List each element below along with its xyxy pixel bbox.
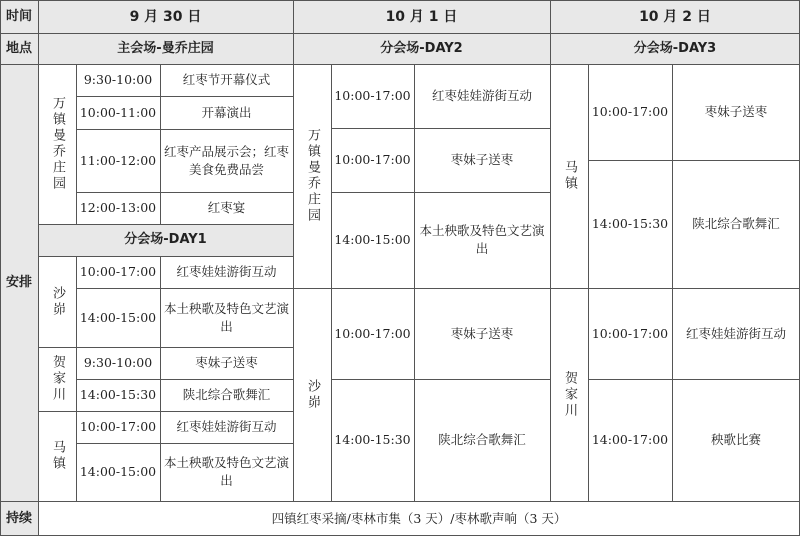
continuous-activities: 四镇红枣采摘/枣林市集（3 天）/枣林歌声响（3 天） xyxy=(271,510,567,526)
day1-shamao-time-2: 14:00-15:00 xyxy=(79,309,157,325)
venue-day2: 分会场-DAY2 xyxy=(293,33,550,64)
place-mazhen-day1: 马镇 xyxy=(50,440,65,472)
place-shamao-day2: 沙峁 xyxy=(305,378,320,411)
place-hejiachuan-day3: 贺家川 xyxy=(562,370,577,419)
place-wanzhen-day2: 万镇曼乔庄园 xyxy=(305,128,320,224)
day2-wan-event-3: 本土秧歌及特色文艺演出 xyxy=(419,223,545,256)
place-mazhen-day3: 马镇 xyxy=(562,160,577,192)
day1-mazhen-event-1: 红枣娃娃游街互动 xyxy=(176,419,277,434)
day1-main-time-4: 12:00-13:00 xyxy=(79,200,157,215)
day1-shamao-event-2: 本土秧歌及特色文艺演出 xyxy=(163,300,289,334)
time-header-label: 时间 xyxy=(0,0,38,33)
arrange-label: 安排 xyxy=(0,64,38,501)
day1-shamao-event-1: 红枣娃娃游街互动 xyxy=(176,264,277,279)
day1-mazhen-event-2: 本土秧歌及特色文艺演出 xyxy=(163,455,289,488)
day1-hejia-event-1: 枣妹子送枣 xyxy=(195,355,258,370)
day3-ma-event-1: 枣妹子送枣 xyxy=(704,104,768,119)
day1-main-time-3: 11:00-12:00 xyxy=(79,152,157,168)
day1-main-time-1: 9:30-10:00 xyxy=(83,72,153,87)
day3-he-time-1: 10:00-17:00 xyxy=(591,325,669,341)
day2-sha-time-1: 10:00-17:00 xyxy=(334,325,411,341)
day2-wan-time-2: 10:00-17:00 xyxy=(334,152,411,167)
day3-ma-time-2: 14:00-15:30 xyxy=(591,216,669,231)
day1-main-event-1: 红枣节开幕仪式 xyxy=(182,72,271,87)
day2-wan-time-1: 10:00-17:00 xyxy=(334,88,411,103)
day2-sha-event-2: 陕北综合歌舞汇 xyxy=(438,432,526,447)
day2-sha-event-1: 枣妹子送枣 xyxy=(450,325,514,341)
day1-mazhen-time-1: 10:00-17:00 xyxy=(79,419,157,434)
day1-main-event-4: 红枣宴 xyxy=(207,200,246,215)
day-header-sep30: 9 月 30 日 xyxy=(38,0,293,33)
day3-he-event-2: 秧歌比赛 xyxy=(710,432,761,447)
day1-hejia-time-2: 14:00-15:30 xyxy=(79,387,157,402)
day1-main-time-2: 10:00-11:00 xyxy=(79,104,157,120)
place-shamao-day1: 沙峁 xyxy=(50,285,65,318)
day-header-oct2: 10 月 2 日 xyxy=(550,0,800,33)
place-wanzhen-day1: 万镇曼乔庄园 xyxy=(50,96,65,192)
day2-wan-event-2: 枣妹子送枣 xyxy=(450,152,514,167)
continue-label: 持续 xyxy=(0,501,38,536)
place-hejiachuan-day1: 贺家川 xyxy=(50,355,65,403)
day2-sha-time-2: 14:00-15:30 xyxy=(334,432,411,447)
day3-he-time-2: 14:00-17:00 xyxy=(591,432,669,447)
day1-hejia-time-1: 9:30-10:00 xyxy=(83,355,153,370)
day-header-oct1: 10 月 1 日 xyxy=(293,0,550,33)
venue-day3: 分会场-DAY3 xyxy=(550,33,800,64)
day1-main-event-3: 红枣产品展示会；红枣美食免费品尝 xyxy=(163,143,289,177)
day3-he-event-1: 红枣娃娃游街互动 xyxy=(685,325,786,341)
place-header-label: 地点 xyxy=(0,33,38,64)
day1-hejia-event-2: 陕北综合歌舞汇 xyxy=(182,387,271,402)
day2-wan-time-3: 14:00-15:00 xyxy=(334,232,411,247)
day1-mazhen-time-2: 14:00-15:00 xyxy=(79,464,157,479)
day1-main-event-2: 开幕演出 xyxy=(201,104,252,120)
venue-main: 主会场-曼乔庄园 xyxy=(38,33,293,64)
day1-shamao-time-1: 10:00-17:00 xyxy=(79,264,157,279)
day2-wan-event-1: 红枣娃娃游街互动 xyxy=(431,88,532,103)
day3-ma-time-1: 10:00-17:00 xyxy=(591,104,669,119)
day1-sub-venue-title: 分会场-DAY1 xyxy=(38,224,293,256)
day3-ma-event-2: 陕北综合歌舞汇 xyxy=(692,216,780,231)
